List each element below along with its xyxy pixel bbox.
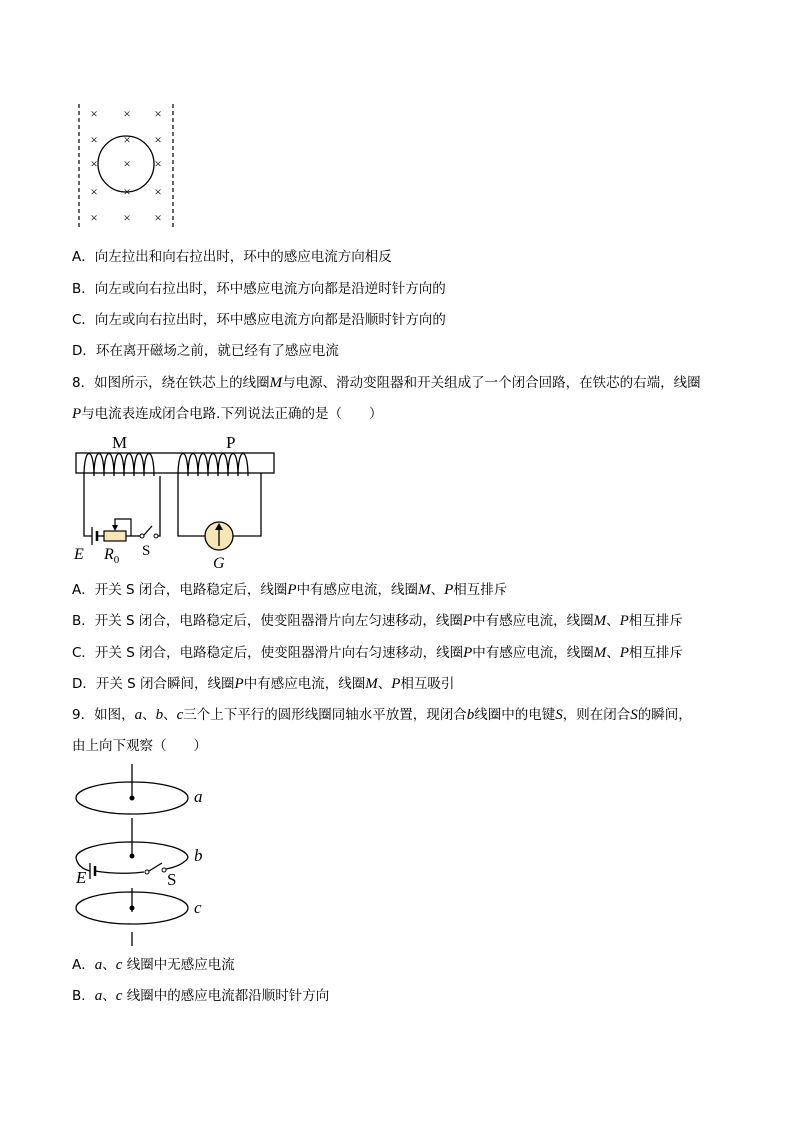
label-a: a bbox=[194, 787, 203, 806]
switch-contact bbox=[145, 870, 149, 874]
switch-contact bbox=[162, 868, 166, 872]
switch-contact bbox=[154, 534, 158, 538]
q7-option-b: B．向左或向右拉出时，环中感应电流方向都是沿逆时针方向的 bbox=[72, 281, 446, 297]
label-g: G bbox=[213, 555, 225, 572]
switch-contact bbox=[140, 534, 144, 538]
q8-option-a: A．开关 S 闭合，电路稳定后，线圈P中有感应电流，线圈M、P相互排斥 bbox=[72, 582, 508, 598]
label-c: c bbox=[194, 898, 202, 917]
coil-b-lower-right bbox=[166, 858, 188, 869]
cross-mark: × bbox=[90, 106, 98, 121]
label-s: S bbox=[167, 870, 177, 889]
wire-p-circuit bbox=[178, 476, 205, 536]
switch-blade bbox=[149, 863, 162, 871]
q8-option-d: D．开关 S 闭合瞬间，线圈P中有感应电流，线圈M、P相互吸引 bbox=[72, 676, 455, 692]
cross-mark: × bbox=[123, 156, 131, 171]
label-b: b bbox=[194, 846, 203, 865]
label-s: S bbox=[142, 543, 151, 559]
iron-core bbox=[76, 453, 274, 473]
q7-option-d: D．环在离开磁场之前，就已经有了感应电流 bbox=[72, 343, 339, 359]
cross-mark: × bbox=[123, 106, 131, 121]
wire-m-circuit bbox=[84, 476, 92, 536]
q8-option-c: C．开关 S 闭合，电路稳定后，使变阻器滑片向右匀速移动，线圈P中有感应电流，线圈M、P相互排斥 bbox=[72, 645, 683, 661]
axis-point bbox=[130, 906, 135, 911]
label-e: E bbox=[76, 868, 87, 887]
q8-circuit-figure bbox=[70, 428, 290, 574]
cross-mark: × bbox=[123, 210, 131, 225]
cross-mark: × bbox=[154, 184, 162, 199]
q7-option-a: A．向左拉出和向右拉出时，环中的感应电流方向相反 bbox=[72, 249, 392, 265]
cross-mark: × bbox=[90, 210, 98, 225]
wire-m-return bbox=[158, 476, 160, 536]
label-m: M bbox=[112, 433, 128, 452]
q9-coils-figure bbox=[70, 762, 220, 950]
field-cross-markers bbox=[90, 106, 161, 225]
switch-blade bbox=[144, 526, 152, 535]
label-r0: $R_0$ bbox=[104, 546, 120, 566]
q8-stem-line-2: P与电流表连成闭合电路.下列说法正确的是（ ） bbox=[72, 406, 383, 422]
axis-point bbox=[130, 796, 135, 801]
wire-p-return bbox=[233, 473, 261, 536]
cross-mark: × bbox=[90, 156, 98, 171]
label-e: E bbox=[74, 546, 84, 563]
cross-mark: × bbox=[154, 210, 162, 225]
cross-mark: × bbox=[154, 132, 162, 147]
slider-arrow bbox=[112, 525, 118, 531]
q8-option-b: B．开关 S 闭合，电路稳定后，使变阻器滑片向左匀速移动，线圈P中有感应电流，线圈M、P相互排斥 bbox=[72, 613, 683, 629]
cross-mark: × bbox=[90, 184, 98, 199]
rheostat bbox=[104, 531, 126, 541]
cross-mark: × bbox=[123, 184, 131, 199]
cross-mark: × bbox=[90, 132, 98, 147]
q9-stem-line-1: 9．如图，a、b、c三个上下平行的圆形线圈同轴水平放置，现闭合b线圈中的电键S，则在闭合S的瞬间， bbox=[72, 707, 692, 723]
coil-b-lower-mid bbox=[95, 871, 144, 873]
cross-mark: × bbox=[154, 106, 162, 121]
axis-point bbox=[130, 854, 135, 859]
q8-stem-line-1: 8．如图所示，绕在铁芯上的线圈M与电源、滑动变阻器和开关组成了一个闭合回路，在铁芯的右端，线圈 bbox=[72, 375, 701, 391]
q9-stem-line-2: 由上向下观察（ ） bbox=[72, 738, 207, 754]
q7-option-c: C．向左或向右拉出时，环中感应电流方向都是沿顺时针方向的 bbox=[72, 312, 446, 328]
label-p: P bbox=[226, 433, 236, 452]
cross-mark: × bbox=[123, 132, 131, 147]
q9-option-a: A．a、c 线圈中无感应电流 bbox=[72, 957, 235, 973]
q7-magnetic-field-figure bbox=[70, 100, 190, 232]
cross-mark: × bbox=[154, 156, 162, 171]
q9-option-b: B．a、c 线圈中的感应电流都沿顺时针方向 bbox=[72, 988, 330, 1004]
